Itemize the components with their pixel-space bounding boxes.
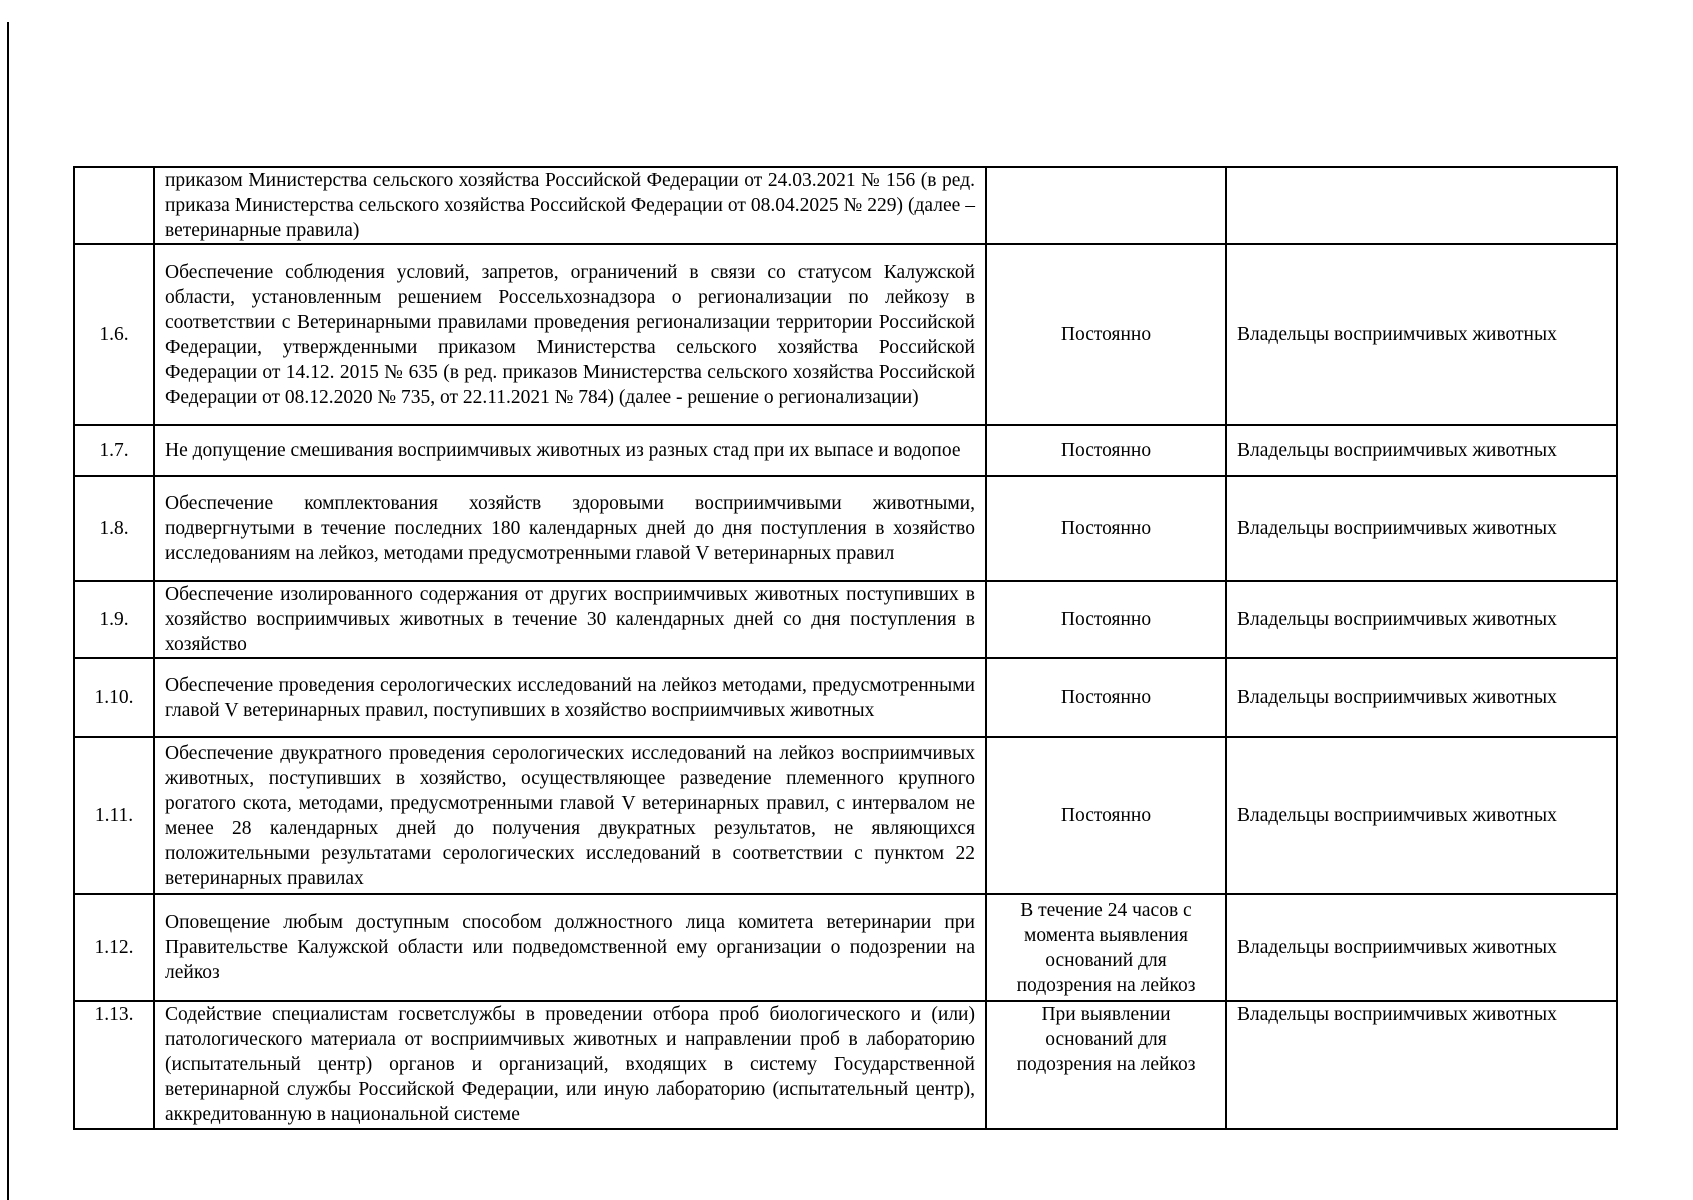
row-number: 1.9. [74,581,154,658]
table-row [74,581,1617,658]
row-responsible: Владельцы восприимчивых животных [1226,658,1617,737]
row-action: Обеспечение двукратного проведения серологических исследований на лейкоз восприимчивых животных, поступивших в хозяйство, осуществляющее разведение племенного крупного рогатого скота, методами, предусмотренными главой V ветеринарных правил, с интервалом не менее 28 календарных дней до получения двукратных результатов, не являющихся положительными результатами серологических исследований в соответствии с пунктом 22 ветеринарных правилах [154,737,986,894]
row-term: Постоянно [986,425,1226,476]
row-responsible: Владельцы восприимчивых животных [1226,244,1617,425]
table-row [74,1001,1617,1129]
row-term: Постоянно [986,244,1226,425]
row-action: приказом Министерства сельского хозяйства Российской Федерации от 24.03.2021 № 156 (в ред. приказа Министерства сельского хозяйства Российской Федерации от 08.04.2025 № 229) (далее – ветеринарные правила) [154,167,986,244]
row-number: 1.7. [74,425,154,476]
row-number: 1.8. [74,476,154,581]
measures-table [73,166,1618,1130]
row-responsible: Владельцы восприимчивых животных [1226,1001,1617,1129]
row-number: 1.12. [74,894,154,1001]
table-row [74,658,1617,737]
left-margin-rule [7,22,9,1200]
row-term: В течение 24 часов с момента выявления оснований для подозрения на лейкоз [986,894,1226,1001]
row-responsible: Владельцы восприимчивых животных [1226,894,1617,1001]
row-term: Постоянно [986,737,1226,894]
table-row [74,167,1617,244]
row-number: 1.13. [74,1001,154,1129]
row-term: Постоянно [986,476,1226,581]
row-term [986,167,1226,244]
row-action: Содействие специалистам госветслужбы в проведении отбора проб биологического и (или) патологического материала от восприимчивых животных и направлении проб в лабораторию (испытательный центр) органов и организаций, входящих в систему Государственной ветеринарной службы Российской Федерации, или иную лабораторию (испытательный центр), аккредитованную в национальной системе [154,1001,986,1129]
row-responsible: Владельцы восприимчивых животных [1226,581,1617,658]
row-term: При выявлении оснований для подозрения на лейкоз [986,1001,1226,1129]
row-term: Постоянно [986,658,1226,737]
row-action: Не допущение смешивания восприимчивых животных из разных стад при их выпасе и водопое [154,425,986,476]
row-responsible: Владельцы восприимчивых животных [1226,737,1617,894]
row-action: Обеспечение соблюдения условий, запретов, ограничений в связи со статусом Калужской области, установленным решением Россельхознадзора о регионализации по лейкозу в соответствии с Ветеринарными правилами проведения регионализации территории Российской Федерации, утвержденными приказом Министерства сельского хозяйства Российской Федерации от 14.12. 2015 № 635 (в ред. приказов Министерства сельского хозяйства Российской Федерации от 08.12.2020 № 735, от 22.11.2021 № 784) (далее - решение о регионализации) [154,244,986,425]
table-row [74,737,1617,894]
row-number [74,167,154,244]
table-row [74,476,1617,581]
row-number: 1.6. [74,244,154,425]
row-action: Оповещение любым доступным способом должностного лица комитета ветеринарии при Правительстве Калужской области или подведомственной ему организации о подозрении на лейкоз [154,894,986,1001]
row-responsible: Владельцы восприимчивых животных [1226,476,1617,581]
row-number: 1.10. [74,658,154,737]
row-responsible [1226,167,1617,244]
row-action: Обеспечение проведения серологических исследований на лейкоз методами, предусмотренными главой V ветеринарных правил, поступивших в хозяйство восприимчивых животных [154,658,986,737]
row-responsible: Владельцы восприимчивых животных [1226,425,1617,476]
row-number: 1.11. [74,737,154,894]
row-action: Обеспечение комплектования хозяйств здоровыми восприимчивыми животными, подвергнутыми в течение последних 180 календарных дней до дня поступления в хозяйство исследованиям на лейкоз, методами предусмотренными главой V ветеринарных правил [154,476,986,581]
table-row [74,244,1617,425]
row-term: Постоянно [986,581,1226,658]
table-row [74,425,1617,476]
table-row [74,894,1617,1001]
row-action: Обеспечение изолированного содержания от других восприимчивых животных поступивших в хозяйство восприимчивых животных в течение 30 календарных дней со дня поступления в хозяйство [154,581,986,658]
